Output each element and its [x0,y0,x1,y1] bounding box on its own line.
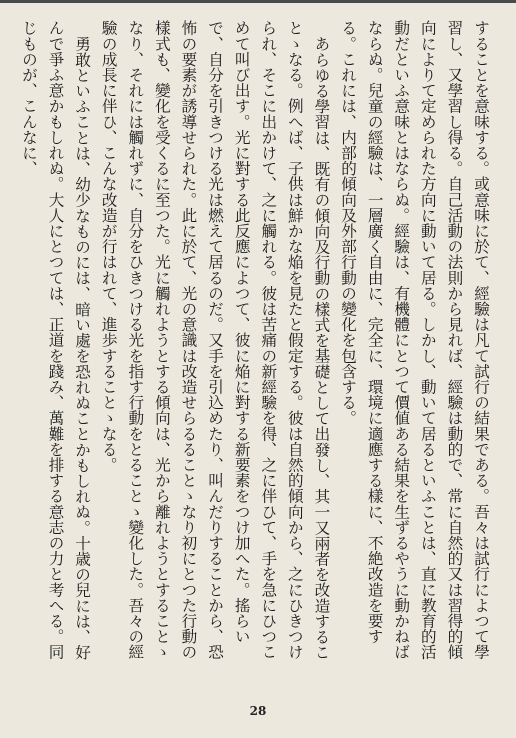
vertical-text-body [19,20,494,675]
paragraph-1: することを意味する。或意味に於て、經驗は凡て試行の結果である。吾々は試行によつて學習し、又學習し得る。自己活動の法則から見れば、經驗は動的で、常に自然的又は習得的傾向によりて定められた方向に動いて居る。しかし、動いて居るといふことは、直に教育的活動だといふ意味とはならぬ。經驗は、有機體にとつて價値ある結果を生ずるやうに動かねばならぬ。兒童の經驗は、一層廣く自由に、完全に、環境に適應する樣に、不絶改造を要する。これには、内部的傾向及外部行動の變化を包含する。 [339,20,490,660]
scan-edge [0,0,516,3]
paragraph-2: あらゆる學習は、既有の傾向及行動の樣式を基礎として出發し、其一又兩者を改造することゝなる。例へば、子供は鮮かな焔を見たと假定する。彼は自然的傾向から、之にひきつけられ、そこに出かけて、之に觸れる。彼は苦痛の新經驗を得、之に伴ひて、手を急にひつこめて叫び出す。光に對する此反應によつて、彼に焔に對する新要素をつけ加へた。搖らいで、自分を引きつける光は燃えて居るのだ。又手を引込めたり、叫んだりすることから、恐怖の要素が誘導せられた。此に於て、光の意識は改造せらるることゝなり初にとつた行動の樣式も、變化を受くるに至つた。光に觸れようとする傾向は、光から離れようとすることゝなり、それには觸れずに、自分をひきつける光を指す行動をとることゝ變化した。吾々の經驗の成長に伴ひ、こんな改造が行はれて、進歩することゝなる。 [99,20,331,660]
page-number: 28 [249,704,267,718]
paragraph-3: 勇敢といふことは、幼少なものには、暗い處を恐れぬことかもしれぬ。十歳の兒には、好んで爭ふ意かもしれぬ。大人にとつては、正道を踐み、萬難を排する意志の力と考へる。同じものが、こんなに、 [19,20,92,660]
